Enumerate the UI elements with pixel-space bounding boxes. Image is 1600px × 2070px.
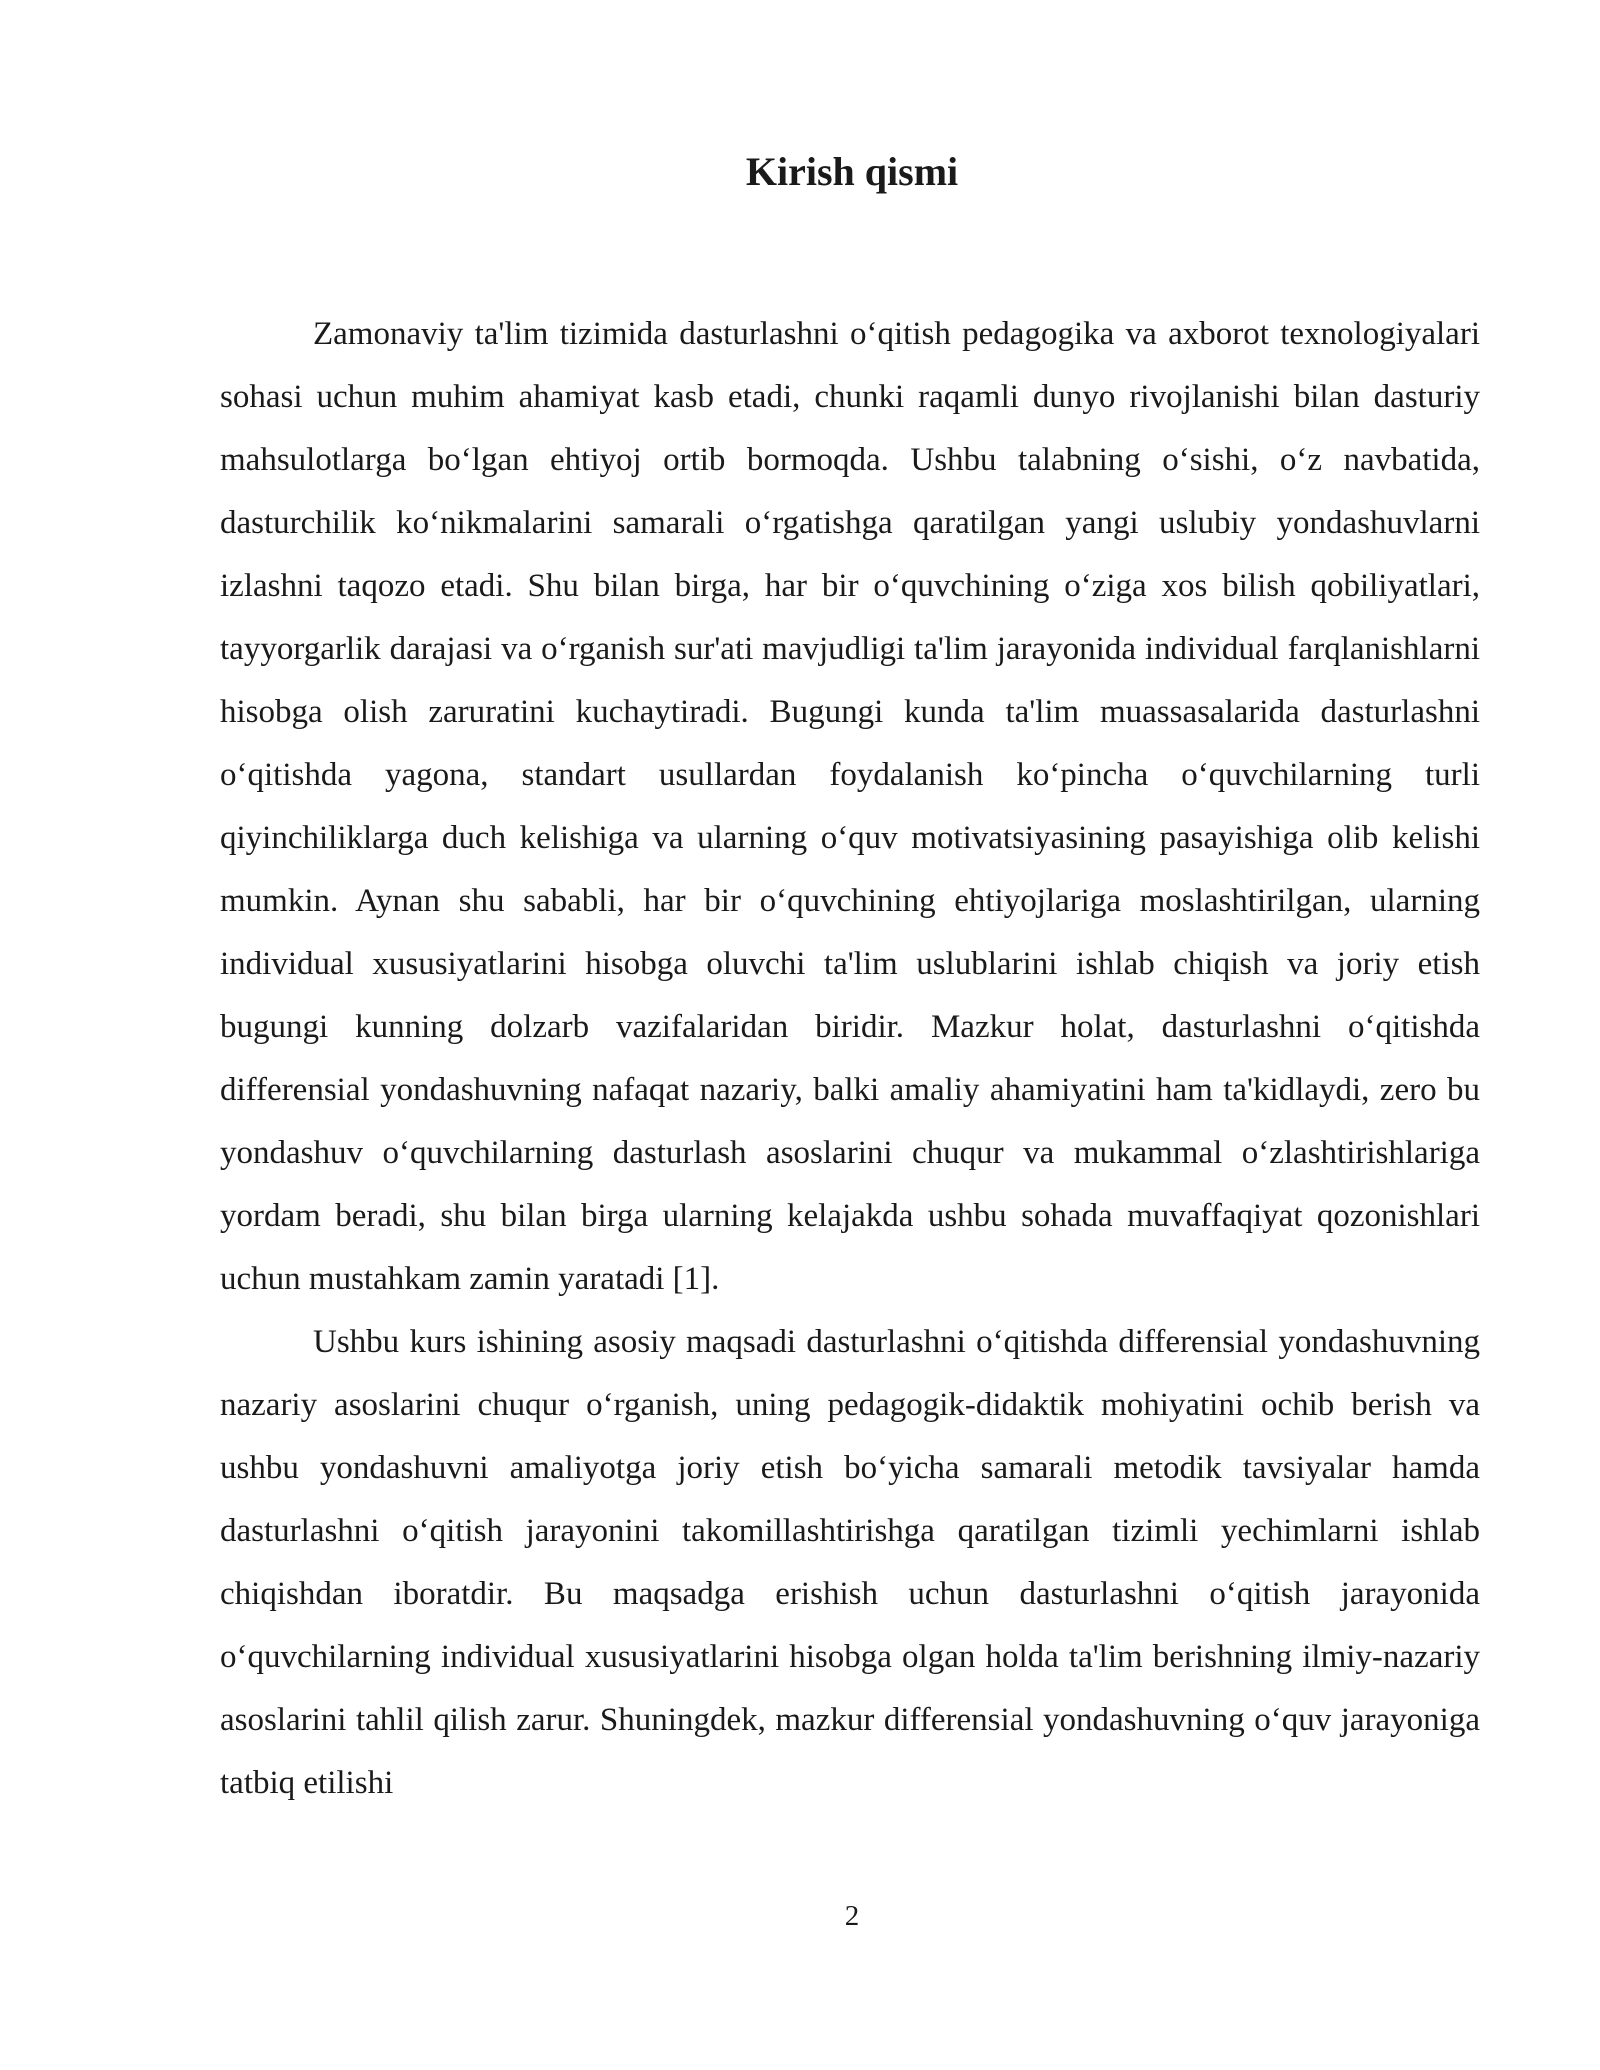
paragraph-goal: Ushbu kurs ishining asosiy maqsadi dasturlashni o‘qitishda differensial yondashuvning nazariy asoslarini chuqur o‘rganish, uning pedagogik-didaktik mohiyatini ochib berish va ushbu yondashuvni amaliyotga joriy etish bo‘yicha samarali metodik tavsiyalar hamda dasturlashni o‘qitish jarayonini takomillashtirishga qaratilgan tizimli yechimlarni ishlab chiqishdan iboratdir. Bu maqsadga erishish uchun dasturlashni o‘qitish jarayonida o‘quvchilarning individual xususiyatlarini hisobga olgan holda ta'lim berishning ilmiy-nazariy asoslarini tahlil qilish zarur. Shuningdek, mazkur differensial yondashuvning o‘quv jarayoniga tatbiq etilishi (220, 1324, 1480, 1801)
page-number: 2 (844, 1900, 860, 1932)
page-title: Kirish qismi (745, 149, 959, 194)
paragraph-introduction: Zamonaviy ta'lim tizimida dasturlashni o‘qitish pedagogika va axborot texnologiyalari sohasi uchun muhim ahamiyat kasb etadi, chunki raqamli dunyo rivojlanishi bilan dasturiy mahsulotlarga bo‘lgan ehtiyoj ortib bormoqda. Ushbu talabning o‘sishi, o‘z navbatida, dasturchilik ko‘nikmalarini samarali o‘rgatishga qaratilgan yangi uslubiy yondashuvlarni izlashni taqozo etadi. Shu bilan birga, har bir o‘quvchining o‘ziga xos bilish qobiliyatlari, tayyorgarlik darajasi va o‘rganish sur'ati mavjudligi ta'lim jarayonida individual farqlanishlarni hisobga olish zaruratini kuchaytiradi. Bugungi kunda ta'lim muassasalarida dasturlashni o‘qitishda yagona, standart usullardan foydalanish ko‘pincha o‘quvchilarning turli qiyinchiliklarga duch kelishiga va ularning o‘quv motivatsiyasining pasayishiga olib kelishi mumkin. Aynan shu sababli, har bir o‘quvchining ehtiyojlariga moslashtirilgan, ularning individual xususiyatlarini hisobga oluvchi ta'lim uslublarini ishlab chiqish va joriy etish bugungi kunning dolzarb vazifalaridan biridir. Mazkur holat, dasturlashni o‘qitishda differensial yondashuvning nafaqat nazariy, balki amaliy ahamiyatini ham ta'kidlaydi, zero bu yondashuv o‘quvchilarning dasturlash asoslarini chuqur va mukammal o‘zlashtirishlariga yordam beradi, shu bilan birga ularning kelajakda ushbu sohada muvaffaqiyat qozonishlari uchun mustahkam zamin yaratadi [1]. (220, 316, 1480, 1297)
body-text (220, 303, 1480, 1815)
